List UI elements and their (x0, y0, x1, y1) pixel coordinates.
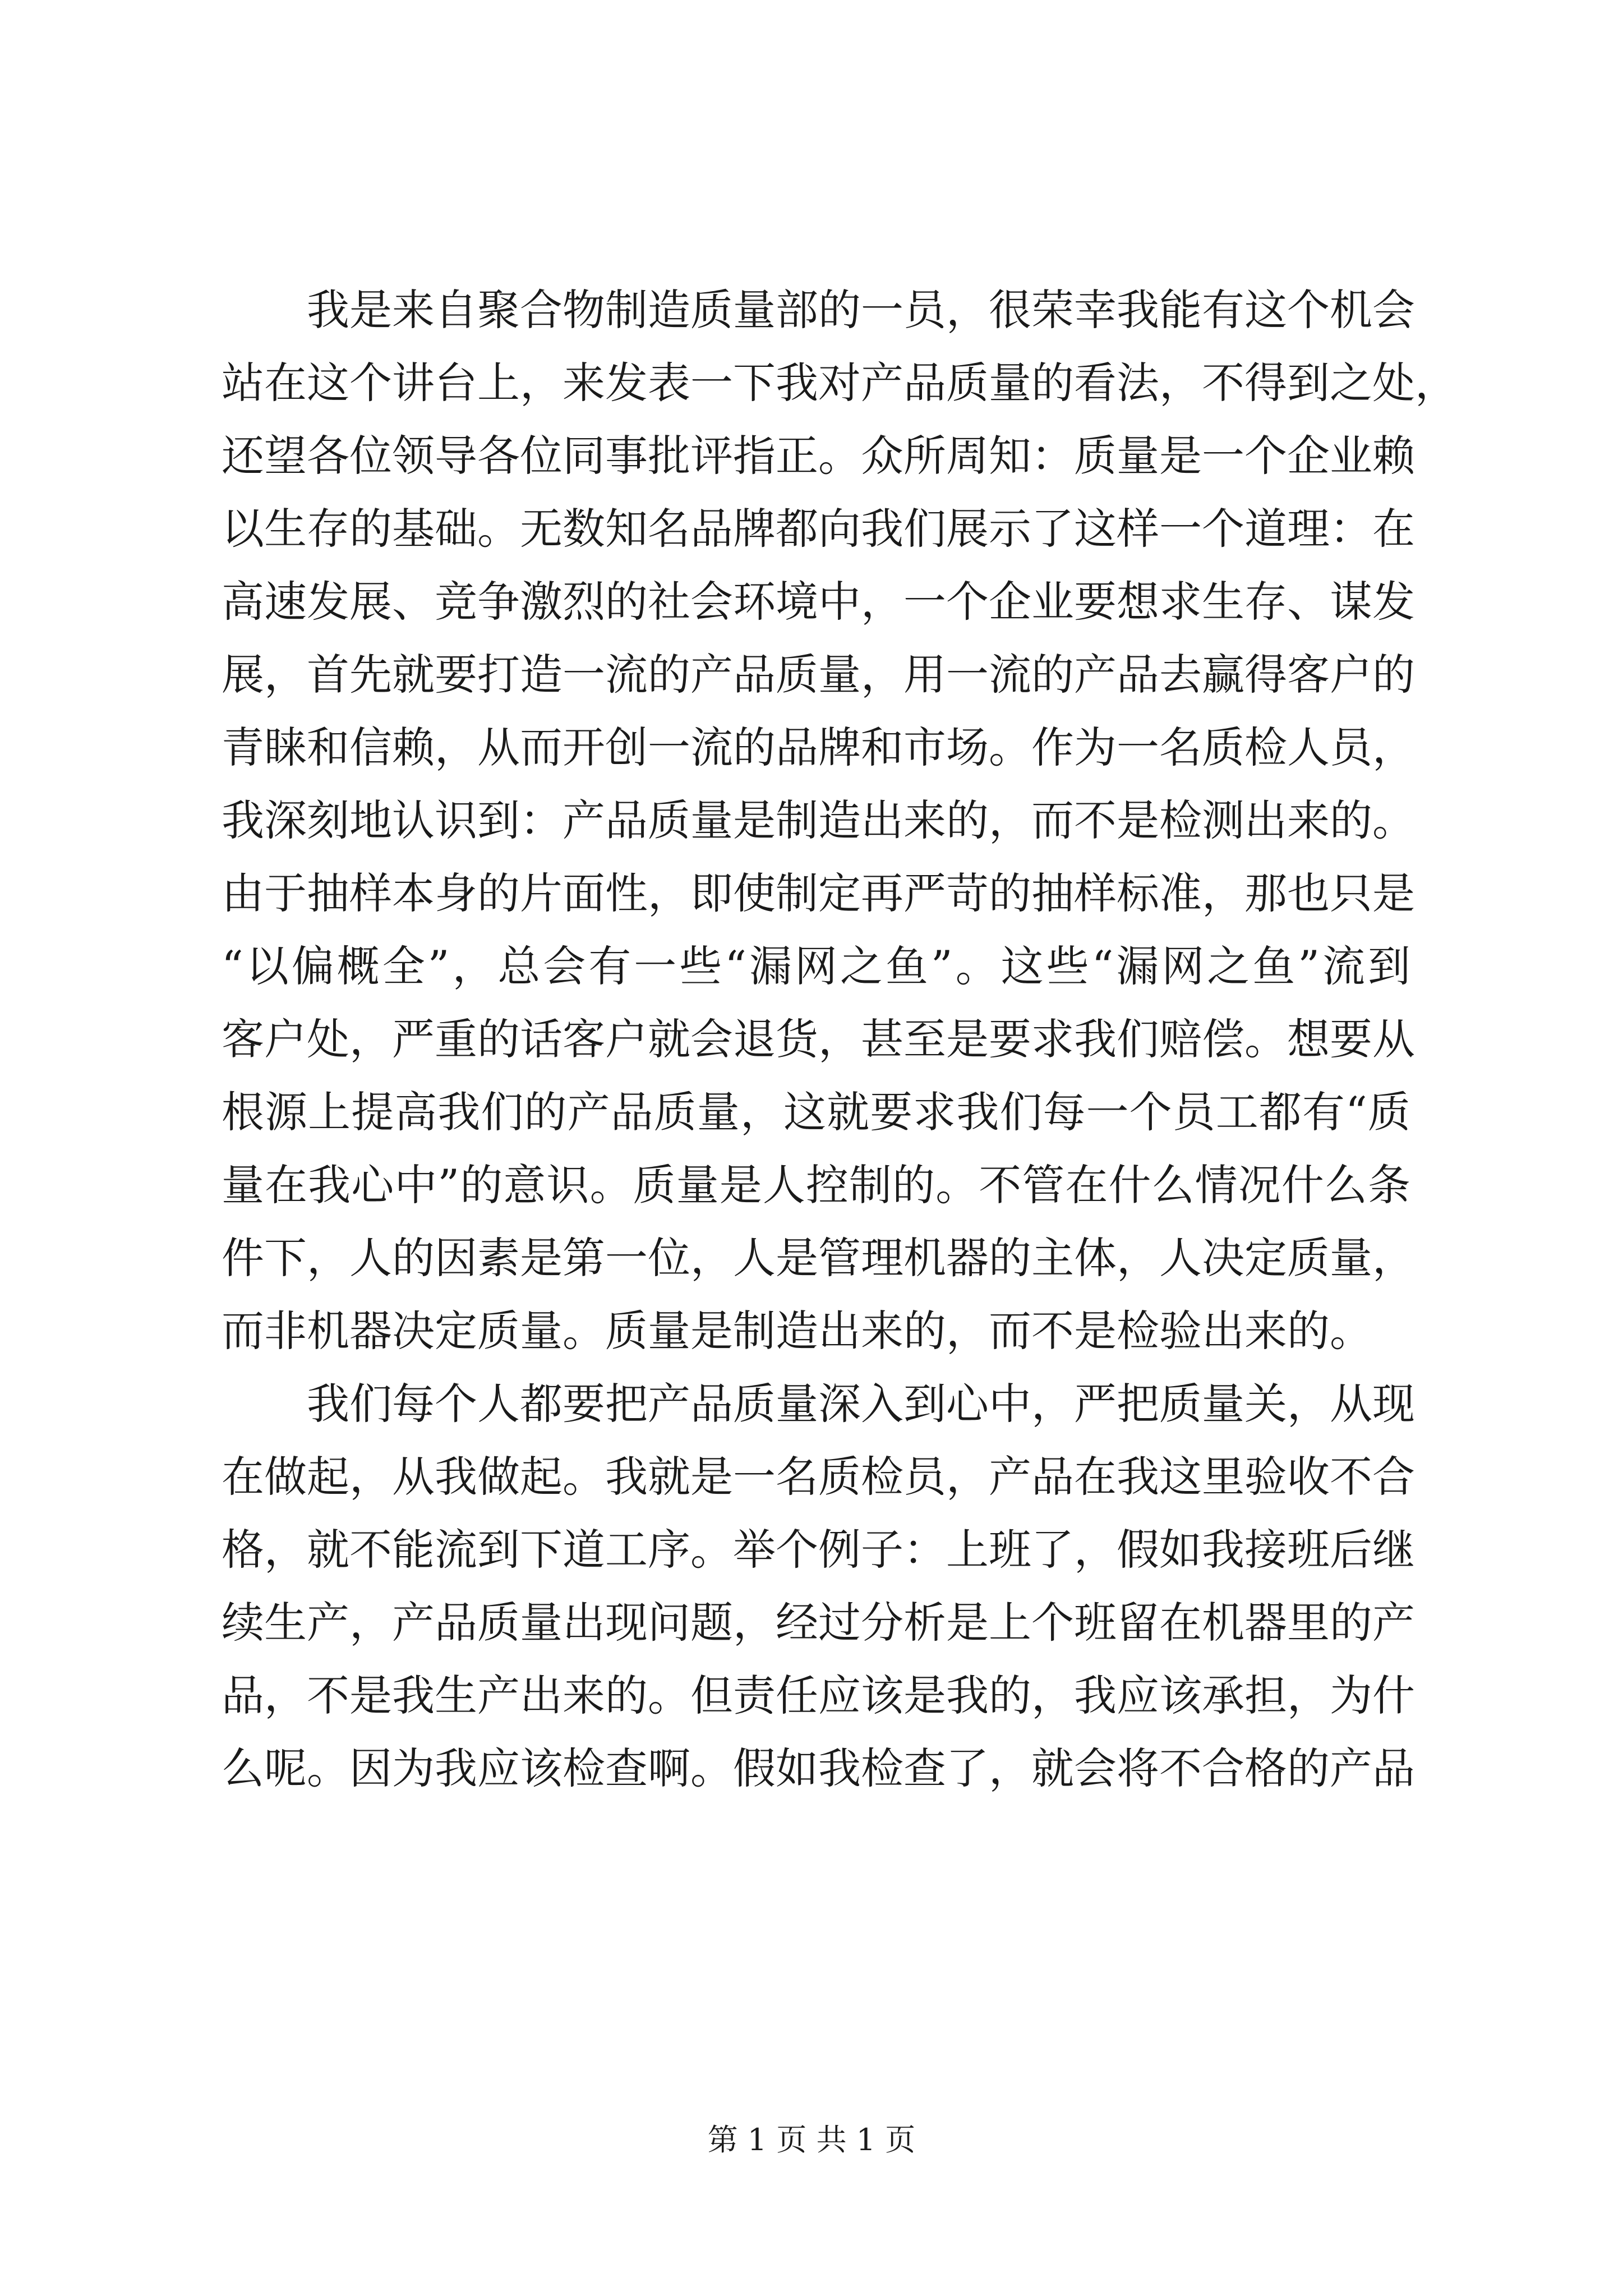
text-line: 还望各位领导各位同事批评指正。众所周知：质量是一个企业赖 (222, 431, 1415, 481)
paragraph-1 (222, 274, 1458, 1368)
page-number-label: 第 1 页 共 1 页 (707, 2122, 916, 2157)
text-line: 品，不是我生产出来的。但责任应该是我的，我应该承担，为什 (222, 1671, 1415, 1720)
text-line: 根源上提高我们的产品质量，这就要求我们每一个员工都有“质 (222, 1087, 1410, 1137)
text-line: 客户处，严重的话客户就会退货，甚至是要求我们赔偿。想要从 (222, 1014, 1415, 1064)
text-line: 我深刻地认识到：产品质量是制造出来的，而不是检测出来的。 (222, 795, 1415, 845)
page-footer (0, 2120, 1623, 2160)
text-line: 青睐和信赖，从而开创一流的品牌和市场。作为一名质检人员， (222, 723, 1415, 772)
text-line: 我是来自聚合物制造质量部的一员，很荣幸我能有这个机会 (307, 285, 1415, 335)
text-line: 么呢。因为我应该检查啊。假如我检查了，就会将不合格的产品 (222, 1743, 1415, 1793)
paragraph-2 (222, 1368, 1415, 1805)
text-line: “以偏概全”，总会有一些“漏网之鱼”。这些“漏网之鱼”流到 (222, 941, 1410, 991)
text-line: 格，就不能流到下道工序。举个例子：上班了，假如我接班后继 (222, 1525, 1415, 1575)
text-line: 高速发展、竞争激烈的社会环境中，一个企业要想求生存、谋发 (222, 577, 1415, 627)
text-line: 在做起，从我做起。我就是一名质检员，产品在我这里验收不合 (222, 1452, 1415, 1502)
text-line: 续生产，产品质量出现问题，经过分析是上个班留在机器里的产 (222, 1598, 1415, 1648)
text-line: 而非机器决定质量。质量是制造出来的，而不是检验出来的。 (222, 1306, 1372, 1356)
text-line: 我们每个人都要把产品质量深入到心中，严把质量关，从现 (307, 1379, 1415, 1429)
text-line: 量在我心中”的意识。质量是人控制的。不管在什么情况什么条 (222, 1160, 1410, 1210)
text-line: 展，首先就要打造一流的产品质量，用一流的产品去赢得客户的 (222, 650, 1415, 700)
text-line: 件下，人的因素是第一位，人是管理机器的主体，人决定质量， (222, 1233, 1415, 1283)
text-line: 由于抽样本身的片面性，即使制定再严苛的抽样标准，那也只是 (222, 868, 1415, 918)
text-line: 以生存的基础。无数知名品牌都向我们展示了这样一个道理：在 (222, 504, 1415, 554)
text-line: 站在这个讲台上，来发表一下我对产品质量的看法，不得到之处， (222, 358, 1458, 408)
document-body (222, 274, 1458, 1805)
